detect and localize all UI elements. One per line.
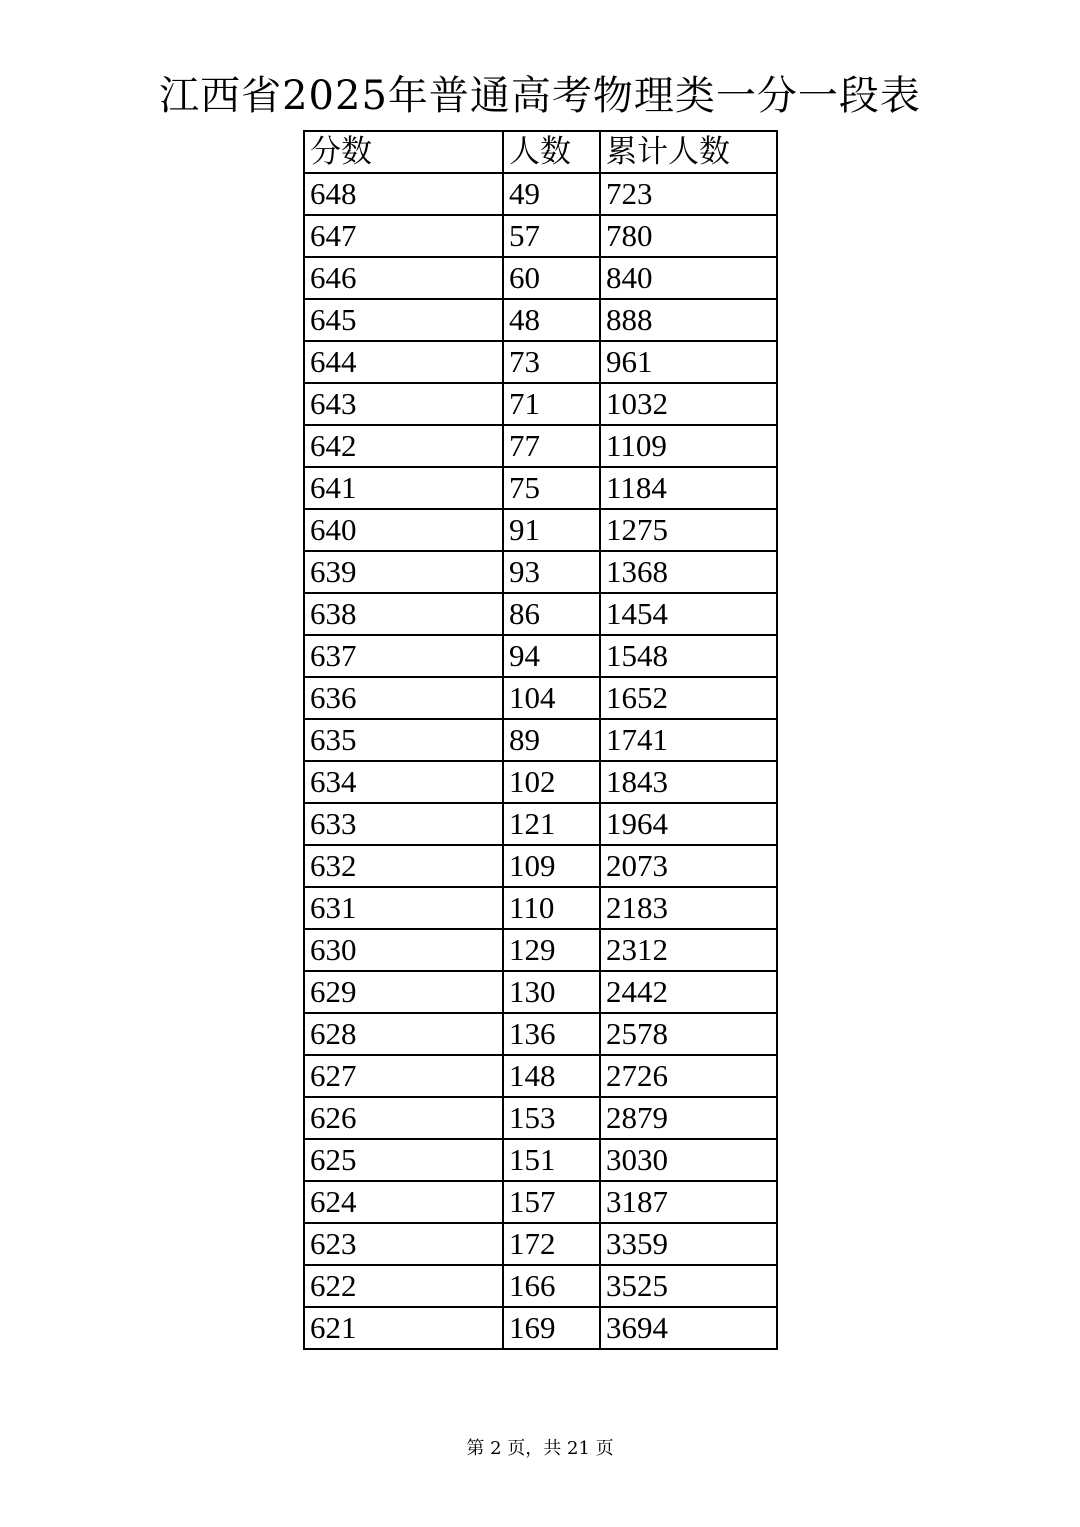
header-count: 人数 bbox=[503, 131, 600, 173]
cell-cumulative: 723 bbox=[600, 173, 777, 215]
cell-cumulative: 1548 bbox=[600, 635, 777, 677]
cell-score: 625 bbox=[304, 1139, 503, 1181]
cell-cumulative: 1843 bbox=[600, 761, 777, 803]
cell-score: 623 bbox=[304, 1223, 503, 1265]
table-row bbox=[304, 761, 777, 803]
table-row bbox=[304, 635, 777, 677]
cell-cumulative: 888 bbox=[600, 299, 777, 341]
cell-score: 622 bbox=[304, 1265, 503, 1307]
cell-score: 639 bbox=[304, 551, 503, 593]
cell-cumulative: 1368 bbox=[600, 551, 777, 593]
cell-score: 641 bbox=[304, 467, 503, 509]
cell-count: 86 bbox=[503, 593, 600, 635]
table-row bbox=[304, 1097, 777, 1139]
cell-count: 75 bbox=[503, 467, 600, 509]
cell-score: 632 bbox=[304, 845, 503, 887]
table-row bbox=[304, 677, 777, 719]
cell-score: 634 bbox=[304, 761, 503, 803]
cell-cumulative: 2578 bbox=[600, 1013, 777, 1055]
cell-cumulative: 3525 bbox=[600, 1265, 777, 1307]
table-row bbox=[304, 887, 777, 929]
cell-count: 166 bbox=[503, 1265, 600, 1307]
cell-score: 647 bbox=[304, 215, 503, 257]
table-row bbox=[304, 1307, 777, 1349]
cell-count: 57 bbox=[503, 215, 600, 257]
cell-count: 48 bbox=[503, 299, 600, 341]
cell-cumulative: 2442 bbox=[600, 971, 777, 1013]
cell-count: 121 bbox=[503, 803, 600, 845]
table-row bbox=[304, 929, 777, 971]
header-score: 分数 bbox=[304, 131, 503, 173]
table-row bbox=[304, 215, 777, 257]
cell-score: 621 bbox=[304, 1307, 503, 1349]
cell-score: 629 bbox=[304, 971, 503, 1013]
cell-count: 130 bbox=[503, 971, 600, 1013]
table-row bbox=[304, 1223, 777, 1265]
table-row bbox=[304, 551, 777, 593]
cell-cumulative: 3030 bbox=[600, 1139, 777, 1181]
page-footer: 第 2 页，共 21 页 bbox=[466, 1438, 614, 1459]
table-body bbox=[304, 173, 777, 1349]
table-row bbox=[304, 509, 777, 551]
table-row bbox=[304, 1265, 777, 1307]
cell-cumulative: 2183 bbox=[600, 887, 777, 929]
table-row bbox=[304, 1139, 777, 1181]
cell-cumulative: 840 bbox=[600, 257, 777, 299]
cell-cumulative: 2726 bbox=[600, 1055, 777, 1097]
table-row bbox=[304, 845, 777, 887]
page-title: 江西省2025年普通高考物理类一分一段表 bbox=[159, 73, 921, 119]
cell-score: 637 bbox=[304, 635, 503, 677]
cell-score: 642 bbox=[304, 425, 503, 467]
cell-cumulative: 1964 bbox=[600, 803, 777, 845]
cell-score: 638 bbox=[304, 593, 503, 635]
cell-cumulative: 1275 bbox=[600, 509, 777, 551]
cell-score: 648 bbox=[304, 173, 503, 215]
cell-count: 110 bbox=[503, 887, 600, 929]
table-row bbox=[304, 341, 777, 383]
cell-score: 633 bbox=[304, 803, 503, 845]
cell-cumulative: 1454 bbox=[600, 593, 777, 635]
table-row bbox=[304, 467, 777, 509]
cell-score: 631 bbox=[304, 887, 503, 929]
cell-score: 646 bbox=[304, 257, 503, 299]
cell-score: 643 bbox=[304, 383, 503, 425]
cell-score: 644 bbox=[304, 341, 503, 383]
cell-cumulative: 3187 bbox=[600, 1181, 777, 1223]
table-row bbox=[304, 803, 777, 845]
cell-count: 136 bbox=[503, 1013, 600, 1055]
cell-count: 129 bbox=[503, 929, 600, 971]
cell-cumulative: 961 bbox=[600, 341, 777, 383]
cell-count: 104 bbox=[503, 677, 600, 719]
cell-count: 91 bbox=[503, 509, 600, 551]
cell-score: 635 bbox=[304, 719, 503, 761]
table-row bbox=[304, 173, 777, 215]
table-row bbox=[304, 257, 777, 299]
cell-score: 645 bbox=[304, 299, 503, 341]
cell-count: 89 bbox=[503, 719, 600, 761]
cell-score: 626 bbox=[304, 1097, 503, 1139]
table-row bbox=[304, 1181, 777, 1223]
cell-count: 77 bbox=[503, 425, 600, 467]
cell-count: 109 bbox=[503, 845, 600, 887]
cell-score: 627 bbox=[304, 1055, 503, 1097]
cell-score: 640 bbox=[304, 509, 503, 551]
table-row bbox=[304, 425, 777, 467]
cell-cumulative: 1741 bbox=[600, 719, 777, 761]
table-row bbox=[304, 971, 777, 1013]
header-cumulative: 累计人数 bbox=[600, 131, 777, 173]
cell-count: 151 bbox=[503, 1139, 600, 1181]
table-row bbox=[304, 299, 777, 341]
table-row bbox=[304, 719, 777, 761]
cell-count: 93 bbox=[503, 551, 600, 593]
cell-count: 94 bbox=[503, 635, 600, 677]
cell-count: 169 bbox=[503, 1307, 600, 1349]
cell-score: 628 bbox=[304, 1013, 503, 1055]
cell-count: 49 bbox=[503, 173, 600, 215]
cell-cumulative: 1184 bbox=[600, 467, 777, 509]
table-row bbox=[304, 383, 777, 425]
cell-cumulative: 1032 bbox=[600, 383, 777, 425]
cell-count: 172 bbox=[503, 1223, 600, 1265]
table-row bbox=[304, 593, 777, 635]
table-header-row bbox=[304, 131, 777, 173]
cell-cumulative: 2879 bbox=[600, 1097, 777, 1139]
table-row bbox=[304, 1013, 777, 1055]
table-row bbox=[304, 1055, 777, 1097]
cell-count: 60 bbox=[503, 257, 600, 299]
cell-cumulative: 1652 bbox=[600, 677, 777, 719]
cell-count: 102 bbox=[503, 761, 600, 803]
cell-score: 636 bbox=[304, 677, 503, 719]
cell-count: 157 bbox=[503, 1181, 600, 1223]
cell-cumulative: 3694 bbox=[600, 1307, 777, 1349]
cell-score: 630 bbox=[304, 929, 503, 971]
cell-cumulative: 2073 bbox=[600, 845, 777, 887]
cell-cumulative: 1109 bbox=[600, 425, 777, 467]
cell-count: 153 bbox=[503, 1097, 600, 1139]
cell-score: 624 bbox=[304, 1181, 503, 1223]
cell-cumulative: 2312 bbox=[600, 929, 777, 971]
cell-count: 71 bbox=[503, 383, 600, 425]
cell-count: 73 bbox=[503, 341, 600, 383]
cell-cumulative: 3359 bbox=[600, 1223, 777, 1265]
cell-count: 148 bbox=[503, 1055, 600, 1097]
cell-cumulative: 780 bbox=[600, 215, 777, 257]
score-distribution-table bbox=[303, 130, 778, 1350]
